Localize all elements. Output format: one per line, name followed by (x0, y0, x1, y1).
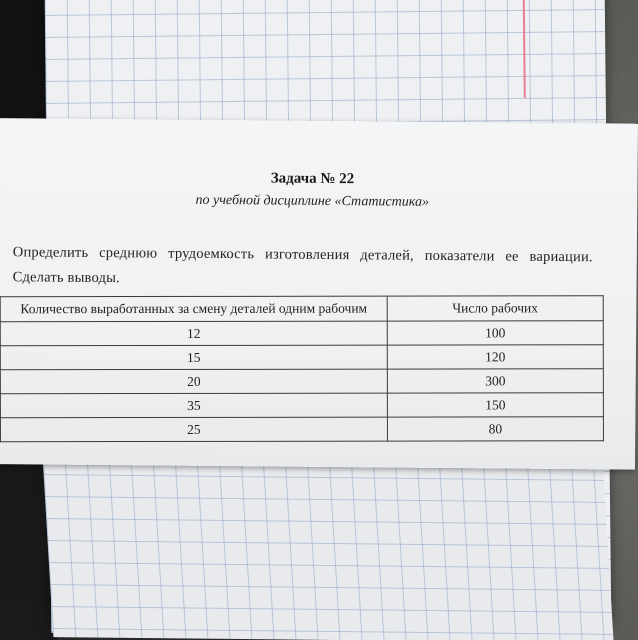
cell-details: 15 (0, 345, 387, 370)
cell-details: 25 (0, 417, 387, 442)
table-row (0, 393, 603, 418)
cell-workers: 150 (387, 393, 603, 417)
table-row (0, 417, 603, 442)
cell-workers: 300 (387, 369, 603, 393)
task-sheet (0, 118, 638, 470)
table-header-row (0, 296, 603, 322)
task-text-line-2: Сделать выводы. (12, 269, 120, 287)
cell-details: 20 (0, 369, 387, 394)
cell-details: 35 (0, 393, 387, 418)
task-subtitle: по учебной дисциплине «Статистика» (195, 192, 430, 210)
cell-workers: 120 (387, 345, 603, 369)
task-title: Задача № 22 (270, 170, 355, 188)
cell-workers: 80 (387, 417, 603, 441)
task-text-line-1: Определить среднюю трудоемкость изготовления деталей, показатели ее вариации. (12, 244, 593, 266)
cell-workers: 100 (387, 321, 603, 345)
margin-line (523, 0, 526, 98)
header-workers-count: Число рабочих (387, 296, 603, 321)
data-table (0, 295, 604, 442)
cell-details: 12 (0, 321, 387, 346)
table-row (0, 321, 603, 346)
table-row (0, 369, 603, 394)
table-row (0, 345, 603, 370)
graph-paper-notebook-lower (42, 452, 613, 640)
header-details-per-shift: Количество выработанных за смену деталей одним рабочим (0, 296, 387, 322)
